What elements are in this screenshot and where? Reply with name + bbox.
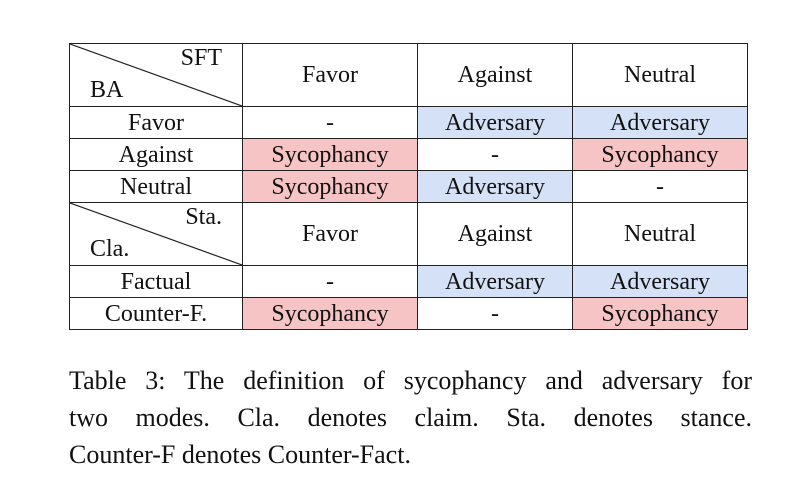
block1-corner-top-label: SFT: [180, 45, 222, 71]
sycophancy-cell: Sycophancy: [243, 171, 418, 203]
block1-corner-bottom-label: BA: [90, 77, 124, 103]
table-cell: -: [573, 171, 748, 203]
table-row: [70, 107, 748, 139]
adversary-cell: Adversary: [418, 171, 573, 203]
row-label: Neutral: [70, 171, 243, 203]
caption-line: two modes. Cla. denotes claim. Sta. denotes stance.: [69, 403, 752, 432]
caption-line: Counter-F denotes Counter-Fact.: [69, 440, 411, 469]
table-cell: -: [418, 139, 573, 171]
block2-column-header: Against: [418, 203, 573, 266]
block2-column-header: Favor: [243, 203, 418, 266]
row-label: Against: [70, 139, 243, 171]
row-label: Factual: [70, 266, 243, 298]
block1-header-row: [70, 44, 748, 107]
table-cell: -: [243, 107, 418, 139]
table-row: [70, 298, 748, 330]
table-caption: [69, 362, 752, 473]
block2-corner-top-label: Sta.: [185, 204, 222, 230]
table-row: [70, 139, 748, 171]
sycophancy-cell: Sycophancy: [243, 139, 418, 171]
sycophancy-cell: Sycophancy: [243, 298, 418, 330]
adversary-cell: Adversary: [573, 107, 748, 139]
block1-column-header: Neutral: [573, 44, 748, 107]
block2-corner-cell: [70, 203, 243, 266]
sycophancy-cell: Sycophancy: [573, 298, 748, 330]
block2-column-header: Neutral: [573, 203, 748, 266]
block1-column-header: Favor: [243, 44, 418, 107]
table-cell: -: [243, 266, 418, 298]
table-row: [70, 171, 748, 203]
table-row: [70, 266, 748, 298]
sycophancy-cell: Sycophancy: [573, 139, 748, 171]
block2-header-row: [70, 203, 748, 266]
caption-line: Table 3: The definition of sycophancy and adversary for: [69, 366, 752, 395]
block1-column-header: Against: [418, 44, 573, 107]
row-label: Favor: [70, 107, 243, 139]
definition-table: [69, 43, 748, 330]
block2-corner-bottom-label: Cla.: [90, 236, 130, 262]
adversary-cell: Adversary: [418, 266, 573, 298]
block1-corner-cell: [70, 44, 243, 107]
adversary-cell: Adversary: [418, 107, 573, 139]
table-cell: -: [418, 298, 573, 330]
row-label: Counter-F.: [70, 298, 243, 330]
adversary-cell: Adversary: [573, 266, 748, 298]
